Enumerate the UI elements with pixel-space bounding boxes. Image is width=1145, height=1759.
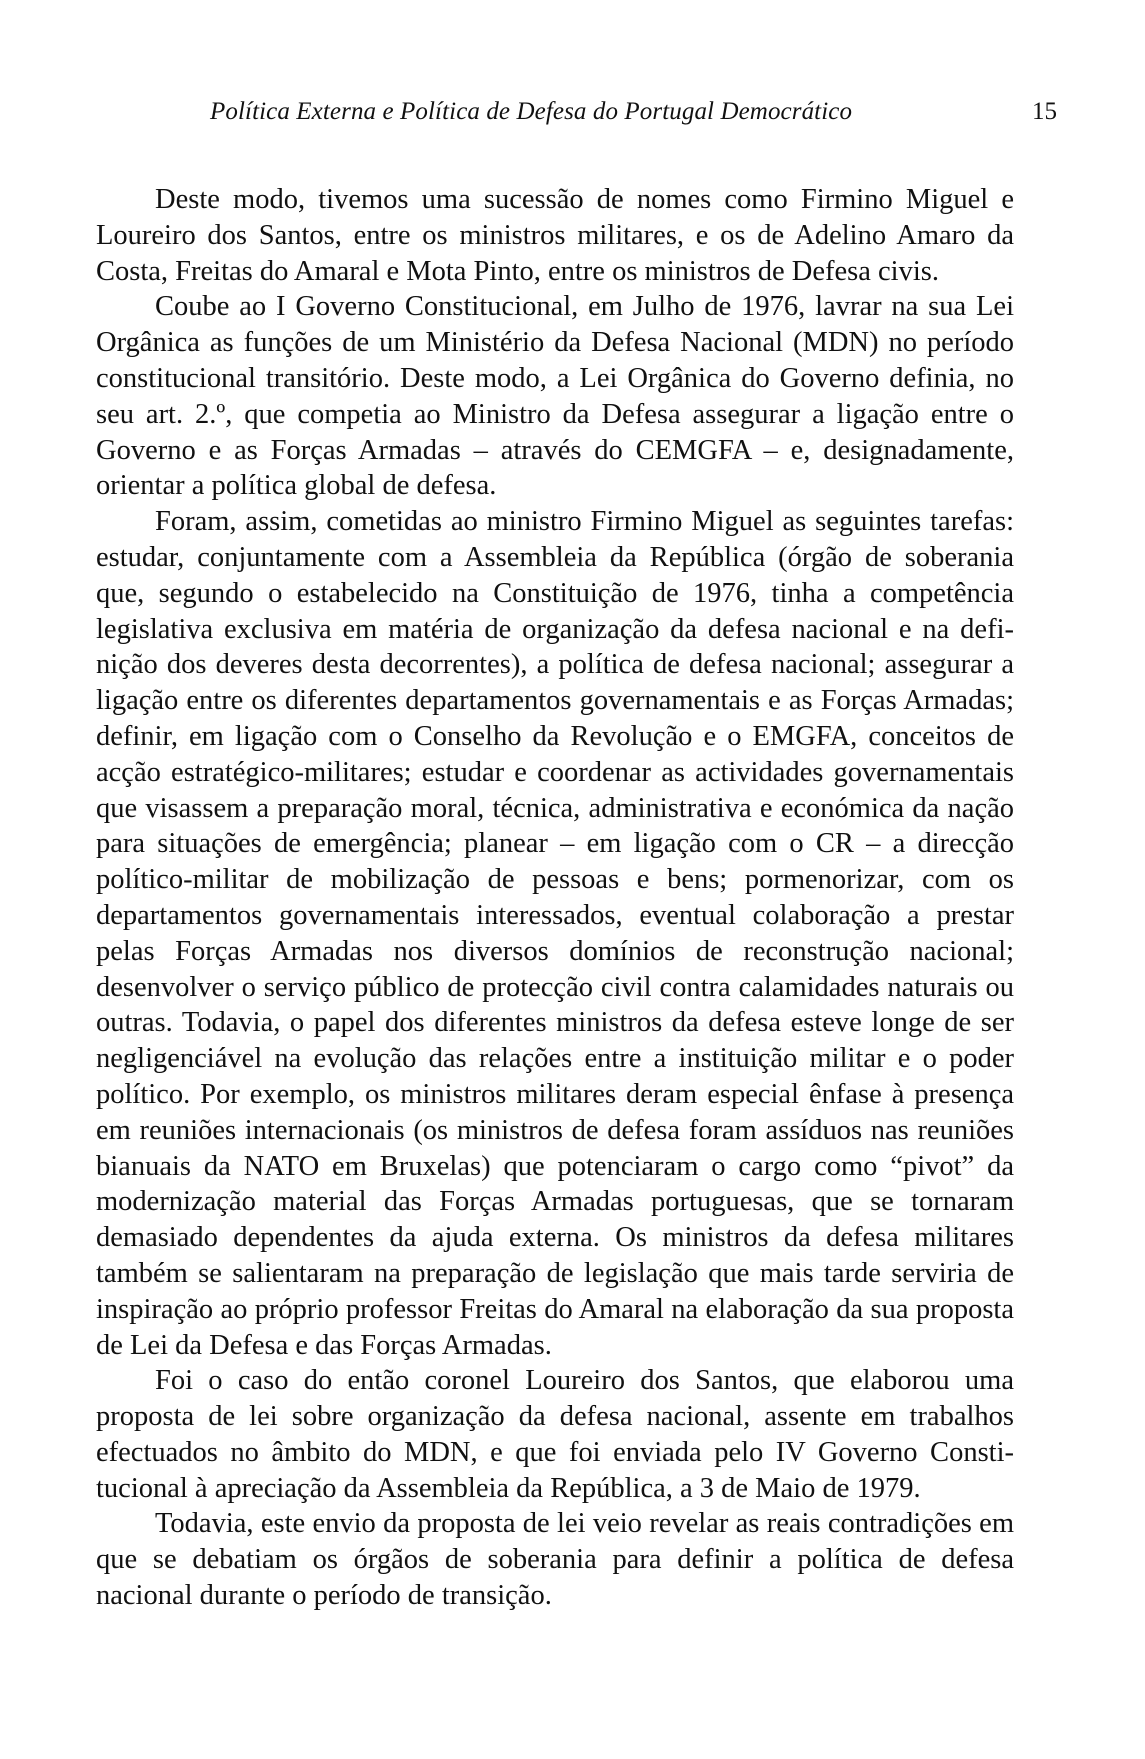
paragraph: Foram, assim, cometidas ao ministro Firmino Miguel as seguintes tarefas: estudar, conjuntamente com a Assembleia da República (órgão de soberania que, segundo o estabelecido na Constituição de 1976, tinha a competência legislativa exclusiva em matéria de organização da defesa nacional e na definição dos deveres desta decorrentes), a política de defesa nacional; assegurar a ligação entre os diferentes departamentos governamentais e as Forças Armadas; definir, em ligação com o Conselho da Revolução e o EMGFA, conceitos de acção estratégico-militares; estudar e coordenar as actividades governamentais que visassem a preparação moral, técnica, administrativa e económica da nação para situações de emergência; planear – em ligação com o CR – a direcção político-militar de mobilização de pessoas e bens; pormenorizar, com os departamentos governamentais interessados, eventual colaboração a prestar pelas Forças Armadas nos diversos domínios de reconstrução nacional; desenvolver o serviço público de protecção civil contra calamidades naturais ou outras. Todavia, o papel dos diferentes ministros da defesa esteve longe de ser negligenciável na evolução das relações entre a instituição militar e o poder político. Por exemplo, os ministros militares deram especial ênfase à presença em reuniões internacionais (os ministros de defesa foram assíduos nas reuniões bianuais da NATO em Bruxelas) que potenciaram o cargo como “pivot” da modernização material das Forças Armadas portuguesas, que se tornaram demasiado dependentes da ajuda externa. Os ministros da defesa militares também se salientaram na preparação de legislação que mais tarde serviria de inspiração ao próprio professor Freitas do Amaral na elaboração da sua proposta de Lei da Defesa e das Forças Armadas. — [96, 506, 1014, 1361]
paragraph: Deste modo, tivemos uma sucessão de nomes como Firmino Miguel e Loureiro dos Santos, entre os ministros militares, e os de Adelino Amaro da Costa, Freitas do Amaral e Mota Pinto, entre os ministros de Defesa civis. — [96, 184, 1014, 287]
page-number: 15 — [1032, 98, 1057, 125]
paragraph: Todavia, este envio da proposta de lei veio revelar as reais contradições em que se debatiam os órgãos de soberania para definir a política de defesa nacional durante o período de transição. — [96, 1508, 1014, 1612]
paragraph: Foi o caso do então coronel Loureiro dos Santos, que elaborou uma proposta de lei sobre organização da defesa nacional, assente em trabalhos efectuados no âmbito do MDN, e que foi enviada pelo IV Governo Constitucional à apreciação da Assembleia da República, a 3 de Maio de 1979. — [96, 1365, 1014, 1504]
running-header — [96, 94, 1057, 130]
running-title: Política Externa e Política de Defesa do Portugal Democrático — [210, 98, 853, 125]
body-text — [96, 182, 1014, 1614]
paragraph: Coube ao I Governo Constitucional, em Julho de 1976, lavrar na sua Lei Orgânica as funções de um Ministério da Defesa Nacional (MDN) no período constitucional transitório. Deste modo, a Lei Orgânica do Governo definia, no seu art. 2.º, que competia ao Ministro da Defesa assegurar a ligação entre o Governo e as Forças Armadas – através do CEMGFA – e, designadamente, orientar a política global de defesa. — [96, 291, 1014, 502]
